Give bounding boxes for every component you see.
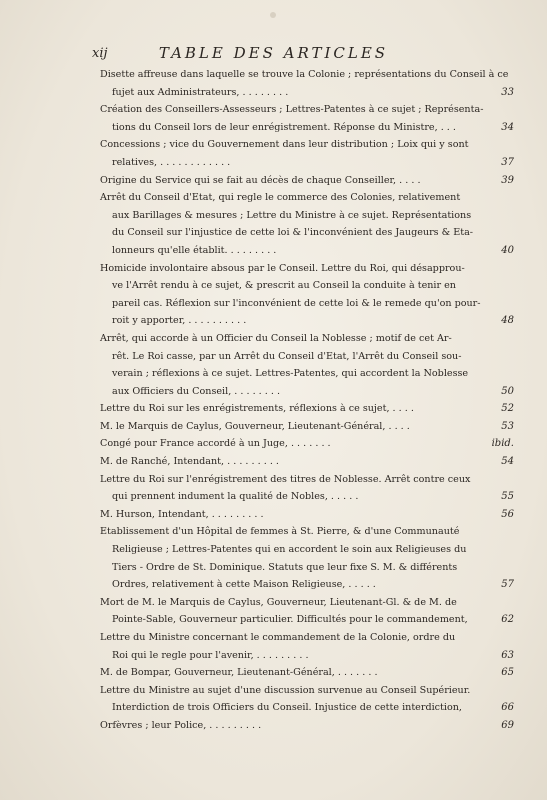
toc-entry bbox=[100, 594, 516, 629]
toc-entry bbox=[100, 629, 516, 664]
toc-entry-line: Lettre du Ministre au sujet d'une discussion survenue au Conseil Supérieur. bbox=[100, 684, 471, 696]
toc-entry-line: M. le Marquis de Caylus, Gouverneur, Lieutenant-Général, . . . . bbox=[100, 420, 410, 432]
page-folio: xij bbox=[92, 46, 108, 61]
toc-entry-line: aux Officiers du Conseil, . . . . . . . . bbox=[112, 385, 281, 397]
toc-entry-line: Interdiction de trois Officiers du Conseil. Injustice de cette interdiction, bbox=[112, 702, 462, 714]
toc-entry-line: Arrêt, qui accorde à un Officier du Conseil la Noblesse ; motif de cet Ar- bbox=[100, 332, 452, 344]
page-header bbox=[0, 44, 547, 64]
toc-entry-line: M. Hurson, Intendant, . . . . . . . . . bbox=[100, 508, 264, 520]
toc-page-number: 40 bbox=[501, 244, 514, 256]
toc-entry bbox=[100, 453, 516, 471]
toc-entry-line: Mort de M. le Marquis de Caylus, Gouverneur, Lieutenant-Gl. & de M. de bbox=[100, 596, 457, 608]
toc-page-number: 66 bbox=[501, 702, 514, 714]
toc-entry-line: relatives, . . . . . . . . . . . . bbox=[112, 156, 231, 168]
toc-entry bbox=[100, 330, 516, 400]
toc-entry bbox=[100, 400, 516, 418]
toc-entry bbox=[100, 260, 516, 330]
toc-entry-line: Ordres, relativement à cette Maison Religieuse, . . . . . bbox=[112, 579, 376, 591]
paper-spot bbox=[270, 12, 276, 18]
page-title: TABLE DES ARTICLES bbox=[158, 44, 389, 62]
toc-entry bbox=[100, 523, 516, 593]
toc-entry-line: Orfèvres ; leur Police, . . . . . . . . . bbox=[100, 719, 262, 731]
toc-entry-line: rêt. Le Roi casse, par un Arrêt du Conseil d'Etat, l'Arrêt du Conseil sou- bbox=[112, 350, 462, 362]
toc-entry-line: du Conseil sur l'injustice de cette loi & l'inconvénient des Jaugeurs & Eta- bbox=[112, 227, 474, 239]
toc-entry bbox=[100, 717, 516, 735]
toc-entry-line: Lettre du Roi sur l'enrégistrement des titres de Noblesse. Arrêt contre ceux bbox=[100, 473, 471, 485]
toc-entry bbox=[100, 664, 516, 682]
toc-page-number: 57 bbox=[501, 579, 514, 591]
toc-entry bbox=[100, 471, 516, 506]
toc-entry-line: aux Barillages & mesures ; Lettre du Ministre à ce sujet. Représentations bbox=[112, 209, 472, 221]
toc-page-number: 48 bbox=[501, 315, 514, 327]
toc-entry-line: Lettre du Ministre concernant le commandement de la Colonie, ordre du bbox=[100, 632, 456, 643]
toc-entry-line: fujet aux Administrateurs, . . . . . . . . bbox=[112, 86, 289, 98]
toc-entry bbox=[100, 435, 516, 453]
toc-page-number: 65 bbox=[501, 667, 514, 679]
toc-entry bbox=[100, 66, 516, 101]
toc-entry bbox=[100, 136, 516, 171]
toc-entry bbox=[100, 506, 516, 524]
toc-entry bbox=[100, 101, 516, 136]
toc-page-number: 56 bbox=[501, 508, 514, 520]
toc-page-number: ibid. bbox=[491, 438, 514, 450]
toc-entry-line: Origine du Service qui se fait au décès de chaque Conseiller, . . . . bbox=[100, 174, 421, 186]
toc-entry-line: pareil cas. Réflexion sur l'inconvénient de cette loi & le remede qu'on pour- bbox=[112, 297, 481, 309]
toc-entry-line: ve l'Arrêt rendu à ce sujet, & prescrit au Conseil la conduite à tenir en bbox=[112, 280, 456, 292]
toc-entry-line: lonneurs qu'elle établit. . . . . . . . . bbox=[112, 244, 277, 256]
toc-page-number: 63 bbox=[501, 649, 514, 661]
toc-entry-line: Création des Conseillers-Assesseurs ; Lettres-Patentes à ce sujet ; Représenta- bbox=[100, 104, 484, 116]
toc-entry-line: roit y apporter, . . . . . . . . . . bbox=[112, 315, 247, 327]
toc-page-number: 69 bbox=[501, 719, 514, 731]
toc-entry-line: Roi qui le regle pour l'avenir, . . . . . . . . . bbox=[112, 649, 309, 661]
toc-page-number: 62 bbox=[501, 614, 514, 626]
toc-page-number: 55 bbox=[501, 491, 514, 503]
toc-entry-line: Lettre du Roi sur les enrégistrements, réflexions à ce sujet, . . . . bbox=[100, 403, 414, 415]
toc-page-number: 34 bbox=[501, 121, 514, 133]
toc-entry-line: Pointe-Sable, Gouverneur particulier. Difficultés pour le commandement, bbox=[112, 614, 468, 626]
toc-entry-line: Homicide involontaire absous par le Conseil. Lettre du Roi, qui désapprou- bbox=[100, 262, 465, 274]
toc-entry bbox=[100, 172, 516, 190]
toc-page-number: 33 bbox=[501, 86, 514, 98]
toc-entry-line: Arrêt du Conseil d'Etat, qui regle le commerce des Colonies, relativement bbox=[100, 192, 461, 204]
toc-entry-line: Congé pour France accordé à un Juge, . . . . . . . bbox=[100, 438, 331, 450]
toc-page-number: 53 bbox=[501, 420, 514, 432]
toc-page-number: 39 bbox=[501, 174, 514, 186]
toc-entry-line: M. de Ranché, Intendant, . . . . . . . . . bbox=[100, 456, 279, 468]
toc-entry-line: M. de Bompar, Gouverneur, Lieutenant-Général, . . . . . . . bbox=[100, 667, 378, 679]
toc-page-number: 50 bbox=[501, 385, 514, 397]
toc-entry bbox=[100, 189, 516, 259]
toc-entry-line: Tiers - Ordre de St. Dominique. Statuts que leur fixe S. M. & différents bbox=[112, 561, 458, 573]
toc-entry bbox=[100, 418, 516, 436]
toc-entry-line: Religieuse ; Lettres-Patentes qui en accordent le soin aux Religieuses du bbox=[112, 544, 467, 556]
toc-entry-line: Concessions ; vice du Gouvernement dans leur distribution ; Loix qui y sont bbox=[100, 139, 469, 151]
toc-entry-line: Disette affreuse dans laquelle se trouve la Colonie ; représentations du Conseil à ce bbox=[100, 69, 509, 80]
toc-page-number: 54 bbox=[501, 456, 514, 468]
toc-page-number: 37 bbox=[501, 156, 514, 168]
toc-entry-line: qui prennent indument la qualité de Nobles, . . . . . bbox=[112, 491, 359, 503]
toc-entry-line: tions du Conseil lors de leur enrégistrement. Réponse du Ministre, . . . bbox=[112, 121, 456, 133]
toc-page-number: 52 bbox=[501, 403, 514, 415]
toc-entry-line: Etablissement d'un Hôpital de femmes à St. Pierre, & d'une Communauté bbox=[100, 526, 460, 538]
table-of-articles bbox=[100, 66, 516, 735]
toc-entry bbox=[100, 682, 516, 717]
toc-entry-line: verain ; réflexions à ce sujet. Lettres-Patentes, qui accordent la Noblesse bbox=[112, 368, 469, 380]
